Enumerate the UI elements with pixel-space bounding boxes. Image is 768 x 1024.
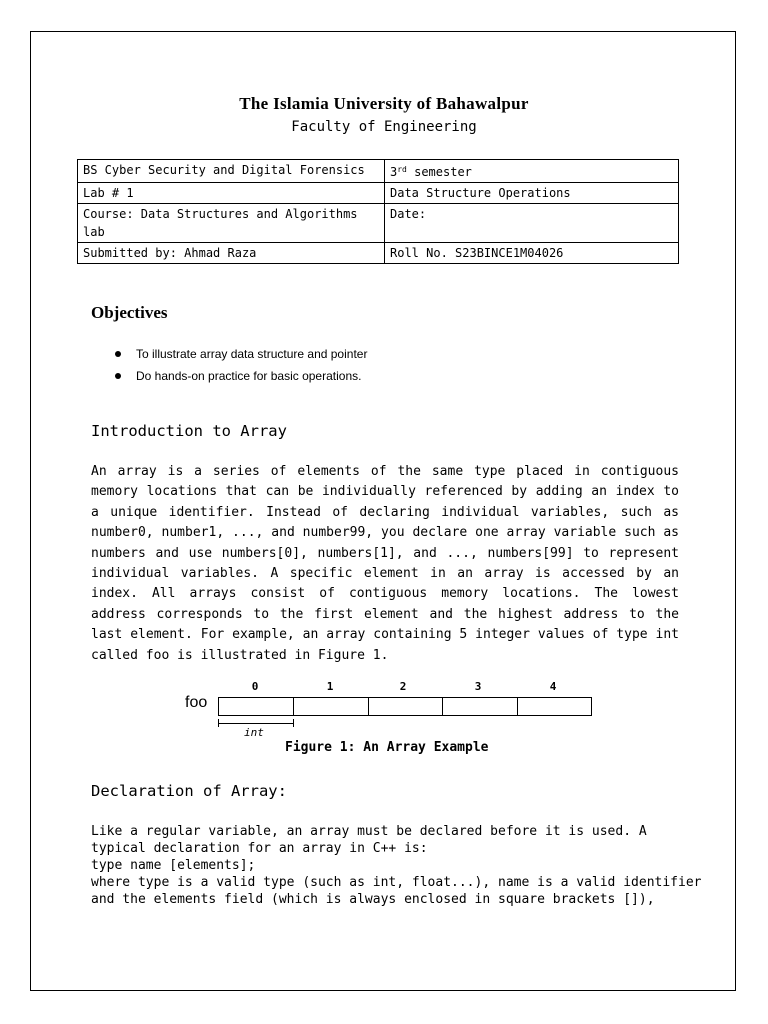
element-size-bracket <box>218 723 294 724</box>
intro-paragraph: An array is a series of elements of the same type placed in contiguous memory locations that can be individually referenced by adding an index to a unique identifier. Instead of declaring individual variables, such as number0, number1, ..., and number99, you declare one array variable such as numbers and use numbers[0], numbers[1], and ..., numbers[99] to represent individual variables. A specific element in an array is accessed by an index. All arrays consist of contiguous memory locations. The lowest address corresponds to the first element and the highest address to the last element. For example, an array containing 5 integer values of type int called foo is illustrated in Figure 1. <box>91 464 679 663</box>
program-cell: BS Cyber Security and Digital Forensics <box>78 160 385 183</box>
array-index: 0 <box>251 680 259 693</box>
declaration-line: typical declaration for an array in C++ is: <box>91 841 428 856</box>
date-cell: Date: <box>385 204 679 243</box>
list-item: Do hands-on practice for basic operations. <box>112 365 367 387</box>
array-cell <box>442 697 518 716</box>
list-item: To illustrate array data structure and pointer <box>112 343 367 365</box>
declaration-line: where type is a valid type (such as int, float...), name is a valid identifier <box>91 875 702 890</box>
semester-cell <box>385 160 679 183</box>
intro-heading: Introduction to Array <box>91 422 287 440</box>
array-cell <box>293 697 369 716</box>
semester-number: 3 <box>390 165 398 179</box>
faculty-title: Faculty of Engineering <box>291 119 477 135</box>
objectives-heading: Objectives <box>91 303 168 322</box>
array-name-label: foo <box>185 694 208 711</box>
table-row <box>78 160 679 183</box>
semester-ordinal: rd <box>397 165 407 174</box>
course-cell: Course: Data Structures and Algorithms lab <box>78 204 385 243</box>
array-cell <box>218 697 294 716</box>
array-cell <box>517 697 592 716</box>
objectives-list <box>112 343 367 387</box>
table-row <box>78 183 679 204</box>
submitted-by-cell: Submitted by: Ahmad Raza <box>78 243 385 264</box>
semester-label: semester <box>406 165 472 179</box>
array-index: 2 <box>399 680 407 693</box>
lab-title-cell: Data Structure Operations <box>385 183 679 204</box>
lab-number-cell: Lab # 1 <box>78 183 385 204</box>
element-type-label: int <box>244 726 264 739</box>
bracket-tick <box>218 719 219 727</box>
declaration-code: type name [elements]; <box>91 858 256 873</box>
table-row <box>78 204 679 243</box>
array-index: 3 <box>474 680 482 693</box>
array-cell <box>368 697 443 716</box>
university-title: The Islamia University of Bahawalpur <box>239 94 529 113</box>
roll-number-cell: Roll No. S23BINCE1M04026 <box>385 243 679 264</box>
declaration-heading: Declaration of Array: <box>91 782 287 800</box>
info-table <box>77 159 679 264</box>
bracket-tick <box>293 719 294 727</box>
table-row <box>78 243 679 264</box>
declaration-line: Like a regular variable, an array must be declared before it is used. A <box>91 824 647 839</box>
declaration-line: and the elements field (which is always enclosed in square brackets []), <box>91 892 655 907</box>
array-index: 4 <box>549 680 557 693</box>
array-index: 1 <box>326 680 334 693</box>
figure-caption: Figure 1: An Array Example <box>285 740 489 755</box>
